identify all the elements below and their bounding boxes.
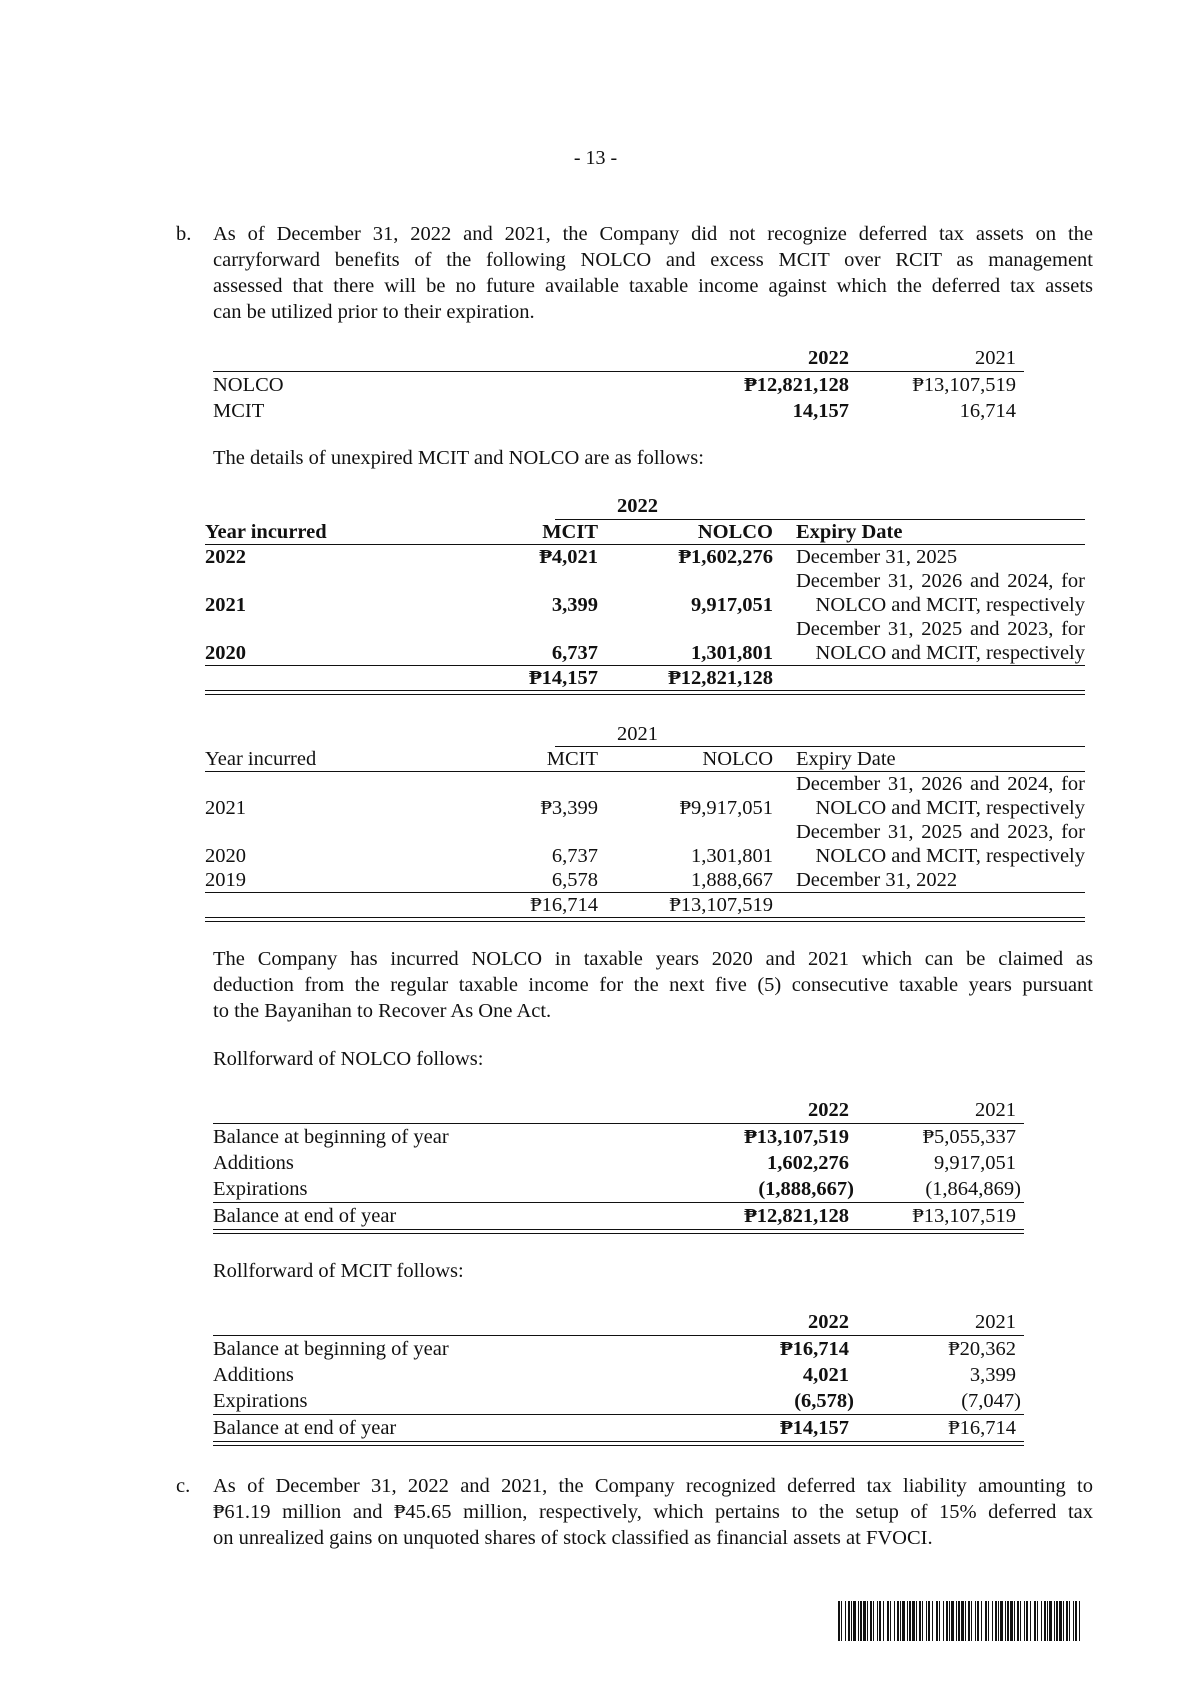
page-number: - 13 - bbox=[573, 147, 618, 169]
table-row bbox=[0, 1204, 1191, 1228]
rollforward-header-row bbox=[0, 1098, 1191, 1122]
barcode-bar bbox=[1034, 1601, 1036, 1641]
barcode-bar bbox=[902, 1601, 905, 1641]
section-c-label: c. bbox=[176, 1475, 191, 1497]
barcode-bar bbox=[912, 1601, 915, 1641]
row-label: MCIT bbox=[213, 400, 265, 422]
header-expiry: Expiry Date bbox=[796, 521, 903, 543]
section-b-line: assessed that there will be no future available taxable income against which the deferred tax assets bbox=[213, 275, 1093, 297]
barcode-bar bbox=[975, 1601, 976, 1641]
barcode-bar bbox=[1041, 1601, 1042, 1641]
mcit-cell: 3,399 bbox=[551, 594, 598, 616]
mcit-cell: ₱3,399 bbox=[540, 797, 598, 819]
year-cell: 2021 bbox=[205, 594, 246, 616]
value-2021: (7,047) bbox=[961, 1390, 1021, 1412]
value-2021: ₱13,107,519 bbox=[912, 374, 1016, 396]
table-row bbox=[0, 844, 780, 868]
barcode-bar bbox=[965, 1601, 966, 1641]
barcode-bar bbox=[853, 1601, 856, 1641]
barcode-bar bbox=[1017, 1601, 1019, 1641]
header-nolco: NOLCO bbox=[702, 748, 773, 770]
section-c-line: ₱61.19 million and ₱45.65 million, respectively, which pertains to the setup of 15% deferred tax bbox=[213, 1501, 1093, 1523]
barcode-bar bbox=[956, 1601, 957, 1641]
col-header-2021: 2021 bbox=[975, 1311, 1016, 1333]
barcode-bar bbox=[870, 1601, 872, 1641]
barcode-bar bbox=[883, 1601, 884, 1641]
value-2021: 9,917,051 bbox=[934, 1152, 1016, 1174]
value-2021: ₱20,362 bbox=[948, 1338, 1016, 1360]
mcit-cell: 6,737 bbox=[551, 845, 598, 867]
mcit-cell: 6,578 bbox=[551, 869, 598, 891]
mcit-total: ₱16,714 bbox=[530, 894, 598, 916]
barcode-bar bbox=[845, 1601, 846, 1641]
header-year: Year incurred bbox=[205, 748, 317, 770]
barcode-bar bbox=[932, 1601, 933, 1641]
nolco-cell: ₱9,917,051 bbox=[679, 797, 773, 819]
table-row bbox=[0, 399, 1191, 423]
nolco-cell: 1,301,801 bbox=[691, 845, 773, 867]
table-row bbox=[0, 796, 780, 820]
barcode-bar bbox=[1056, 1601, 1058, 1641]
barcode-bar bbox=[995, 1601, 997, 1641]
table-row bbox=[0, 1337, 1191, 1361]
barcode-bar bbox=[894, 1601, 895, 1641]
col-header-2021: 2021 bbox=[975, 347, 1016, 369]
rollforward-nolco-title: Rollforward of NOLCO follows: bbox=[213, 1048, 484, 1070]
barcode-bar bbox=[998, 1601, 999, 1641]
expiry-cell bbox=[796, 820, 1085, 868]
barcode-bar bbox=[863, 1601, 866, 1641]
barcode-bar bbox=[887, 1601, 889, 1641]
value-2022: ₱12,821,128 bbox=[744, 1205, 849, 1227]
barcode-bar bbox=[877, 1601, 878, 1641]
barcode-bar bbox=[1044, 1601, 1046, 1641]
value-2021: 3,399 bbox=[969, 1364, 1016, 1386]
barcode-bar bbox=[890, 1601, 891, 1641]
table-row bbox=[0, 1363, 1191, 1387]
section-c-line: on unrealized gains on unquoted shares of stock classified as financial assets at FVOCI. bbox=[213, 1527, 933, 1549]
barcode-bar bbox=[971, 1601, 972, 1641]
barcode-bar bbox=[909, 1601, 911, 1641]
barcode-bar bbox=[961, 1601, 964, 1641]
year-cell: 2020 bbox=[205, 642, 246, 664]
barcode-bar bbox=[916, 1601, 917, 1641]
mcit-total: ₱14,157 bbox=[529, 667, 598, 689]
nolco-cell: 1,888,667 bbox=[691, 869, 773, 891]
header-mcit: MCIT bbox=[542, 521, 598, 543]
details-intro: The details of unexpired MCIT and NOLCO are as follows: bbox=[213, 447, 704, 469]
total-double-rule bbox=[213, 1441, 1024, 1446]
barcode-bar bbox=[1079, 1601, 1080, 1641]
barcode-bar bbox=[1066, 1601, 1068, 1641]
barcode-image bbox=[838, 1601, 1083, 1641]
nolco-cell: ₱1,602,276 bbox=[678, 546, 773, 568]
barcode-bar bbox=[928, 1601, 930, 1641]
value-2021: ₱16,714 bbox=[948, 1417, 1016, 1439]
expiry-line: December 31, 2026 and 2024, for bbox=[796, 773, 1085, 795]
header-mcit: MCIT bbox=[546, 748, 598, 770]
section-b-line: can be utilized prior to their expiration. bbox=[213, 301, 535, 323]
barcode-bar bbox=[1054, 1601, 1055, 1641]
year-cell: 2021 bbox=[205, 797, 246, 819]
nolco-cell: 1,301,801 bbox=[691, 642, 773, 664]
value-2022: (6,578) bbox=[794, 1390, 854, 1412]
expiry-line: NOLCO and MCIT, respectively bbox=[815, 797, 1085, 819]
table-row bbox=[0, 593, 780, 617]
barcode-bar bbox=[879, 1601, 881, 1641]
value-2022: 14,157 bbox=[792, 400, 849, 422]
barcode-bar bbox=[867, 1601, 868, 1641]
table-row bbox=[0, 868, 1191, 892]
value-2021: (1,864,869) bbox=[925, 1178, 1021, 1200]
barcode-bar bbox=[939, 1601, 940, 1641]
barcode-bar bbox=[838, 1601, 840, 1641]
barcode-bar bbox=[1049, 1601, 1052, 1641]
col-header-2022: 2022 bbox=[808, 1099, 849, 1121]
barcode-bar bbox=[981, 1601, 982, 1641]
barcode-bar bbox=[1059, 1601, 1062, 1641]
total-row bbox=[0, 666, 780, 690]
barcode-bar bbox=[949, 1601, 950, 1641]
rollforward-header-row bbox=[0, 1310, 1191, 1334]
bayanihan-paragraph bbox=[213, 946, 1093, 1024]
barcode-bar bbox=[936, 1601, 938, 1641]
barcode-bar bbox=[1007, 1601, 1009, 1641]
header-rule bbox=[213, 1335, 1024, 1336]
mcit-cell: ₱4,021 bbox=[539, 546, 598, 568]
value-2022: ₱13,107,519 bbox=[744, 1126, 849, 1148]
barcode-bar bbox=[1073, 1601, 1074, 1641]
col-header-2022: 2022 bbox=[808, 347, 849, 369]
section-b-paragraph bbox=[213, 221, 1093, 325]
expiry-cell: December 31, 2025 bbox=[796, 546, 958, 568]
table-row bbox=[0, 545, 1191, 569]
details-title-2021: 2021 bbox=[617, 723, 658, 745]
barcode-bar bbox=[1020, 1601, 1021, 1641]
barcode-bar bbox=[1047, 1601, 1048, 1641]
nolco-total: ₱13,107,519 bbox=[669, 894, 773, 916]
barcode-bar bbox=[985, 1601, 987, 1641]
rollforward-mcit-title: Rollforward of MCIT follows: bbox=[213, 1260, 464, 1282]
section-b-label: b. bbox=[176, 223, 192, 245]
table-row bbox=[0, 641, 780, 665]
header-expiry: Expiry Date bbox=[796, 748, 896, 770]
barcode-bar bbox=[858, 1601, 859, 1641]
row-label: Additions bbox=[213, 1152, 294, 1174]
barcode-bar bbox=[958, 1601, 960, 1641]
paragraph-line: The Company has incurred NOLCO in taxable years 2020 and 2021 which can be claimed as bbox=[213, 948, 1093, 970]
expiry-cell bbox=[796, 772, 1085, 820]
row-label: Balance at end of year bbox=[213, 1417, 397, 1439]
barcode-bar bbox=[992, 1601, 993, 1641]
value-2021: ₱5,055,337 bbox=[922, 1126, 1016, 1148]
barcode-bar bbox=[946, 1601, 948, 1641]
table-row bbox=[0, 1177, 1191, 1201]
section-b-line: As of December 31, 2022 and 2021, the Company did not recognize deferred tax assets on the bbox=[213, 223, 1093, 245]
col-header-2021: 2021 bbox=[975, 1099, 1016, 1121]
barcode-bar bbox=[1026, 1601, 1028, 1641]
value-2022: 1,602,276 bbox=[767, 1152, 849, 1174]
barcode-bar bbox=[1037, 1601, 1038, 1641]
barcode-bar bbox=[922, 1601, 923, 1641]
summary-header-row bbox=[0, 346, 1191, 370]
header-nolco: NOLCO bbox=[697, 521, 773, 543]
barcode-bar bbox=[988, 1601, 989, 1641]
barcode-bar bbox=[1000, 1601, 1003, 1641]
value-2022: ₱12,821,128 bbox=[744, 374, 849, 396]
barcode-bar bbox=[943, 1601, 944, 1641]
barcode-bar bbox=[851, 1601, 852, 1641]
value-2021: 16,714 bbox=[959, 400, 1016, 422]
expiry-cell bbox=[796, 617, 1085, 665]
details-title-2022: 2022 bbox=[617, 495, 658, 517]
total-row bbox=[0, 893, 780, 917]
expiry-cell bbox=[796, 569, 1085, 617]
row-label: Balance at end of year bbox=[213, 1205, 397, 1227]
barcode-bar bbox=[1010, 1601, 1013, 1641]
table-row bbox=[0, 373, 1191, 397]
col-header-2022: 2022 bbox=[808, 1311, 849, 1333]
barcode-bar bbox=[1030, 1601, 1031, 1641]
barcode-bar bbox=[900, 1601, 901, 1641]
year-cell: 2019 bbox=[205, 869, 246, 891]
year-cell: 2022 bbox=[205, 546, 246, 568]
table-row bbox=[0, 1125, 1191, 1149]
details-header-row bbox=[0, 747, 1191, 771]
barcode-bar bbox=[1063, 1601, 1064, 1641]
summary-header-rule bbox=[213, 371, 1024, 372]
value-2022: 4,021 bbox=[802, 1364, 849, 1386]
section-c-paragraph bbox=[213, 1473, 1093, 1551]
barcode-bar bbox=[951, 1601, 954, 1641]
mcit-cell: 6,737 bbox=[551, 642, 598, 664]
value-2022: (1,888,667) bbox=[758, 1178, 854, 1200]
total-double-rule bbox=[205, 690, 1085, 695]
expiry-line: NOLCO and MCIT, respectively bbox=[815, 642, 1085, 664]
barcode-bar bbox=[897, 1601, 899, 1641]
nolco-total: ₱12,821,128 bbox=[668, 667, 773, 689]
row-label: Expirations bbox=[213, 1390, 308, 1412]
barcode-bar bbox=[873, 1601, 874, 1641]
expiry-line: December 31, 2025 and 2023, for bbox=[796, 821, 1085, 843]
barcode-bar bbox=[1014, 1601, 1015, 1641]
expiry-cell: December 31, 2022 bbox=[796, 869, 958, 891]
barcode-bar bbox=[1005, 1601, 1006, 1641]
row-label: Additions bbox=[213, 1364, 294, 1386]
header-rule bbox=[213, 1123, 1024, 1124]
barcode-bar bbox=[1024, 1601, 1025, 1641]
barcode-bar bbox=[1069, 1601, 1070, 1641]
header-year: Year incurred bbox=[205, 521, 327, 543]
table-row bbox=[0, 1416, 1191, 1440]
barcode-bar bbox=[919, 1601, 921, 1641]
value-2021: ₱13,107,519 bbox=[912, 1205, 1016, 1227]
barcode-bar bbox=[977, 1601, 979, 1641]
barcode-bar bbox=[841, 1601, 842, 1641]
details-header-row bbox=[0, 520, 1191, 544]
row-label: NOLCO bbox=[213, 374, 284, 396]
value-2022: ₱14,157 bbox=[780, 1417, 849, 1439]
expiry-line: NOLCO and MCIT, respectively bbox=[815, 845, 1085, 867]
value-2022: ₱16,714 bbox=[780, 1338, 849, 1360]
expiry-line: December 31, 2026 and 2024, for bbox=[796, 570, 1085, 592]
barcode-bar bbox=[907, 1601, 908, 1641]
nolco-cell: 9,917,051 bbox=[691, 594, 773, 616]
table-row bbox=[0, 1151, 1191, 1175]
section-b-line: carryforward benefits of the following NOLCO and excess MCIT over RCIT as management bbox=[213, 249, 1093, 271]
section-c-line: As of December 31, 2022 and 2021, the Company recognized deferred tax liability amounting to bbox=[213, 1475, 1093, 1497]
barcode-bar bbox=[926, 1601, 927, 1641]
barcode-bar bbox=[860, 1601, 862, 1641]
year-cell: 2020 bbox=[205, 845, 246, 867]
paragraph-line: to the Bayanihan to Recover As One Act. bbox=[213, 1000, 552, 1022]
row-label: Expirations bbox=[213, 1178, 308, 1200]
total-double-rule bbox=[213, 1229, 1024, 1234]
barcode-bar bbox=[1075, 1601, 1077, 1641]
row-label: Balance at beginning of year bbox=[213, 1126, 449, 1148]
table-row bbox=[0, 1389, 1191, 1413]
total-double-rule bbox=[205, 917, 1085, 922]
expiry-line: NOLCO and MCIT, respectively bbox=[815, 594, 1085, 616]
subtotal-rule bbox=[213, 1414, 1024, 1415]
barcode-bar bbox=[968, 1601, 970, 1641]
row-label: Balance at beginning of year bbox=[213, 1338, 449, 1360]
barcode-bar bbox=[848, 1601, 850, 1641]
expiry-line: December 31, 2025 and 2023, for bbox=[796, 618, 1085, 640]
subtotal-rule bbox=[213, 1202, 1024, 1203]
paragraph-line: deduction from the regular taxable income for the next five (5) consecutive taxable years pursuant bbox=[213, 974, 1093, 996]
